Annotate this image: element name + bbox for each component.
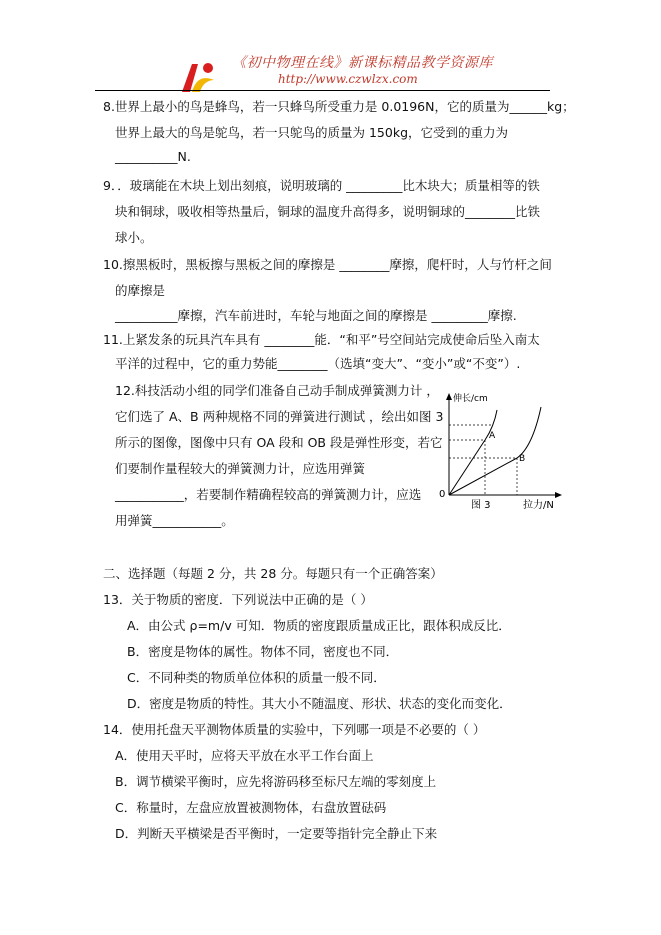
q13-option-b: B．密度是物体的属性。物体不同，密度也不同． bbox=[127, 644, 399, 659]
q12-line-4: 们要制作量程较大的弹簧测力计，应选用弹簧 bbox=[115, 461, 366, 476]
q10-line-1: 10.擦黑板时，黑板擦与黑板之间的摩擦是 ________摩擦，爬杆时，人与竹杆之间 bbox=[103, 257, 552, 272]
q9-line-2: 块和铜球，吸收相等热量后，铜球的温度升高得多，说明铜球的________比铁 bbox=[115, 204, 541, 219]
q12-line-2: 它们选了 A、B 两种规格不同的弹簧进行测试 ，绘出如图 3 bbox=[115, 409, 444, 424]
q13-stem: 13．关于物质的密度．下列说法中正确的是（ ） bbox=[103, 592, 373, 607]
q11-line-2: 平洋的过程中，它的重力势能________（选填“变大”、“变小”或“不变”）. bbox=[115, 356, 521, 371]
header-divider bbox=[95, 90, 550, 91]
point-a-label: A bbox=[489, 431, 496, 441]
q12-line-3: 所示的图像，图像中只有 OA 段和 OB 段是弹性形变，若它 bbox=[115, 435, 443, 450]
q8-line-2: 世界上最大的鸟是鸵鸟，若一只鸵鸟的质量为 150kg，它受到的重力为 bbox=[115, 125, 509, 140]
section2-heading: 二、选择题（每题 2 分，共 28 分。每题只有一个正确答案） bbox=[103, 566, 443, 581]
q14-option-b: B．调节横梁平衡时，应先将游码移至标尺左端的零刻度上 bbox=[115, 774, 437, 789]
q14-stem: 14．使用托盘天平测物体质量的实验中，下列哪一项是不必要的（ ） bbox=[103, 722, 486, 737]
header-url[interactable]: http://www.czwlzx.com bbox=[278, 72, 418, 86]
x-axis-arrow-icon bbox=[555, 492, 562, 498]
q10-line-3: __________摩擦，汽车前进时，车轮与地面之间的摩擦是 _________摩擦. bbox=[115, 308, 517, 323]
q14-option-d: D．判断天平横梁是否平衡时，一定要等指针完全静止下来 bbox=[115, 826, 438, 841]
x-axis-label: 拉力/N bbox=[523, 500, 554, 511]
q10-line-2: 的摩擦是 bbox=[115, 283, 166, 298]
y-axis-label: 伸长/cm bbox=[453, 394, 488, 404]
q13-option-d: D．密度是物质的特性。其大小不随温度、形状、状态的变化而变化． bbox=[127, 696, 512, 711]
site-logo-icon bbox=[178, 58, 218, 94]
line-ob bbox=[449, 458, 517, 495]
q8-line-1: 8.世界上最小的鸟是蜂鸟，若一只蜂鸟所受重力是 0.0196N，它的质量为______kg； bbox=[103, 99, 575, 114]
y-axis-arrow-icon bbox=[446, 393, 452, 400]
q13-option-a: A．由公式 ρ=m/v 可知．物质的密度跟质量成正比，跟体积成反比． bbox=[127, 618, 511, 633]
q8-line-3: __________N. bbox=[115, 149, 191, 164]
point-b-label: B bbox=[519, 454, 526, 464]
q12-line-1: 12.科技活动小组的同学们准备自己动手制成弹簧测力计 ， bbox=[115, 383, 439, 398]
origin-label: 0 bbox=[439, 489, 446, 500]
q9-line-3: 球小。 bbox=[115, 230, 153, 245]
q14-option-c: C．称量时，左盘应放置被测物体，右盘放置砝码 bbox=[115, 800, 387, 815]
q12-line-6: 用弹簧___________。 bbox=[115, 513, 234, 528]
figure-caption: 图 3 bbox=[471, 500, 491, 511]
spring-graph-figure bbox=[433, 385, 563, 520]
q9-line-1: 9．．玻璃能在木块上划出刻痕，说明玻璃的 _________比木块大；质量相等的铁 bbox=[103, 178, 540, 193]
line-oa bbox=[449, 440, 485, 495]
header-title: 《初中物理在线》新课标精品教学资源库 bbox=[232, 55, 493, 71]
q12-line-5: ___________，若要制作精确程较高的弹簧测力计，应选 bbox=[115, 487, 422, 502]
q11-line-1: 11.上紧发条的玩具汽车具有 ________能．“和平”号空间站完成使命后坠入南太 bbox=[103, 332, 540, 347]
q14-option-a: A．使用天平时，应将天平放在水平工作台面上 bbox=[115, 748, 374, 763]
curve-b bbox=[517, 407, 541, 458]
q13-option-c: C．不同种类的物质单位体积的质量一般不同． bbox=[127, 670, 386, 685]
